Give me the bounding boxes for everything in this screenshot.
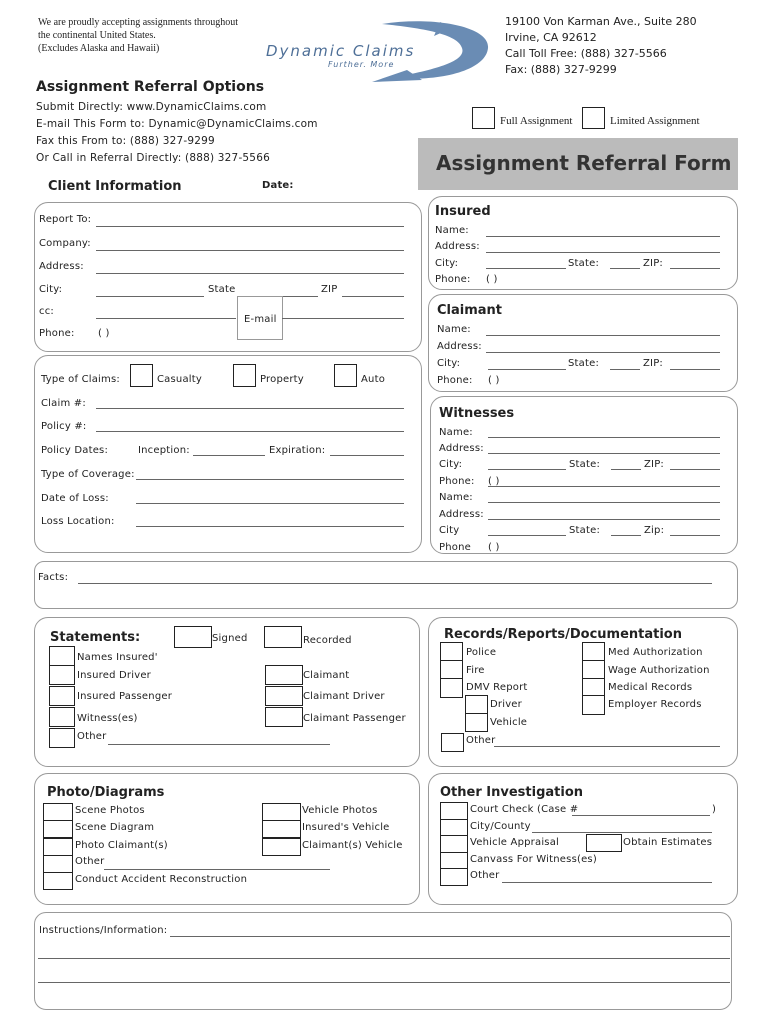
vehicle-appraisal-checkbox[interactable]: [440, 835, 468, 853]
claimant-city-label: City:: [437, 358, 461, 369]
options-title: Assignment Referral Options: [36, 79, 265, 95]
inception-field[interactable]: [193, 455, 265, 456]
address-line: 19100 Von Karman Ave., Suite 280: [505, 15, 697, 28]
employer-records-label: Employer Records: [608, 699, 702, 710]
witness2-state-field[interactable]: [611, 535, 641, 536]
witness1-address-field[interactable]: [488, 453, 720, 454]
claimant-address-field[interactable]: [486, 352, 720, 353]
instructions-line[interactable]: [38, 958, 730, 959]
claimant-passenger-checkbox[interactable]: [265, 707, 303, 727]
witness1-zip-field[interactable]: [670, 469, 720, 470]
witness2-state-label: State:: [569, 525, 601, 536]
court-check-field[interactable]: [572, 815, 710, 816]
option-line: E-mail This Form to: Dynamic@DynamicClaims.com: [36, 117, 318, 130]
auto-checkbox[interactable]: [334, 364, 357, 387]
insured-city-label: City:: [435, 258, 459, 269]
insured-address-field[interactable]: [486, 252, 720, 253]
photo-other-field[interactable]: [104, 869, 330, 870]
notice-line: the continental United States.: [38, 30, 156, 41]
claim-number-field[interactable]: [96, 408, 404, 409]
photo-claimant-checkbox[interactable]: [43, 838, 73, 856]
wage-authorization-checkbox[interactable]: [582, 660, 605, 680]
accident-reconstruction-checkbox[interactable]: [43, 872, 73, 890]
instructions-label: Instructions/Information:: [39, 925, 168, 936]
claimants-vehicle-checkbox[interactable]: [262, 838, 301, 856]
limited-assignment-checkbox[interactable]: [582, 107, 605, 129]
claimant-area-code: ( ): [488, 375, 500, 386]
vehicle-photos-checkbox[interactable]: [262, 803, 301, 821]
vehicle-photos-label: Vehicle Photos: [302, 805, 378, 816]
signed-label: Signed: [212, 633, 248, 644]
canvass-witnesses-label: Canvass For Witness(es): [470, 854, 597, 865]
court-check-checkbox[interactable]: [440, 802, 468, 820]
recorded-label: Recorded: [303, 635, 352, 646]
inception-label: Inception:: [138, 445, 190, 456]
witness2-zip-field[interactable]: [670, 535, 720, 536]
date-of-loss-field[interactable]: [136, 503, 404, 504]
city-label: City:: [39, 284, 63, 295]
insureds-vehicle-checkbox[interactable]: [262, 820, 301, 838]
photo-other-checkbox[interactable]: [43, 855, 73, 873]
fire-checkbox[interactable]: [440, 660, 463, 680]
claimant-driver-label: Claimant Driver: [303, 691, 385, 702]
logo-tagline: Further. More: [328, 60, 395, 69]
witness2-name-label: Name:: [439, 492, 473, 503]
property-label: Property: [260, 374, 304, 385]
investigation-other-field[interactable]: [502, 882, 712, 883]
statement-other-field[interactable]: [108, 744, 330, 745]
claimant-address-label: Address:: [437, 341, 482, 352]
vehicle-checkbox[interactable]: [465, 713, 488, 732]
obtain-estimates-checkbox[interactable]: [586, 834, 622, 852]
service-notice: [38, 16, 238, 55]
email-field[interactable]: [282, 318, 404, 319]
insureds-vehicle-label: Insured's Vehicle: [302, 822, 390, 833]
claimant-passenger-label: Claimant Passenger: [303, 713, 406, 724]
claim-type-label: Type of Claims:: [41, 374, 120, 385]
client-info-title: Client Information: [48, 179, 182, 194]
statements-title: Statements:: [50, 630, 141, 645]
loss-location-label: Loss Location:: [41, 516, 115, 527]
insured-zip-label: ZIP:: [643, 258, 663, 269]
witness2-city-field[interactable]: [488, 535, 566, 536]
casualty-checkbox[interactable]: [130, 364, 153, 387]
witness1-address-label: Address:: [439, 443, 484, 454]
date-label: Date:: [262, 180, 294, 191]
scene-photos-checkbox[interactable]: [43, 803, 73, 821]
statement-other-label: Other: [77, 731, 107, 742]
facts-panel: [34, 561, 738, 609]
court-check-close: ): [712, 804, 717, 815]
limited-assignment-label: Limited Assignment: [610, 115, 700, 127]
cc-label: cc:: [39, 306, 54, 317]
witness2-zip-label: Zip:: [644, 525, 665, 536]
photo-title: Photo/Diagrams: [47, 785, 165, 800]
insured-phone-label: Phone:: [435, 274, 471, 285]
investigation-other-checkbox[interactable]: [440, 868, 468, 886]
insured-title: Insured: [435, 204, 491, 219]
driver-checkbox[interactable]: [465, 695, 488, 714]
zip-label: ZIP: [321, 284, 338, 295]
notice-line: (Excludes Alaska and Hawaii): [38, 43, 160, 54]
witness1-phone-label: Phone:: [439, 476, 475, 487]
witness2-name-field[interactable]: [488, 502, 720, 503]
policy-dates-label: Policy Dates:: [41, 445, 109, 456]
dmv-report-checkbox[interactable]: [440, 678, 463, 698]
insured-name-label: Name:: [435, 225, 469, 236]
med-authorization-label: Med Authorization: [608, 647, 703, 658]
records-other-label: Other: [466, 735, 496, 746]
logo-name: Dynamic Claims: [266, 42, 416, 60]
policy-number-field[interactable]: [96, 431, 404, 432]
claimant-label: Claimant: [303, 670, 350, 681]
policy-number-label: Policy #:: [41, 421, 87, 432]
records-other-field[interactable]: [494, 746, 720, 747]
fire-label: Fire: [466, 665, 485, 676]
area-code: ( ): [98, 328, 110, 339]
witness1-area-code: ( ): [488, 476, 500, 487]
claim-number-label: Claim #:: [41, 398, 86, 409]
insured-state-field[interactable]: [610, 268, 640, 269]
medical-records-label: Medical Records: [608, 682, 693, 693]
witness2-phone-label: Phone: [439, 542, 471, 553]
insured-state-label: State:: [568, 258, 600, 269]
company-logo: [262, 18, 494, 84]
city-county-label: City/County: [470, 821, 531, 832]
med-authorization-checkbox[interactable]: [582, 642, 605, 662]
witnesses-checkbox[interactable]: [49, 707, 75, 727]
claimant-checkbox[interactable]: [265, 665, 303, 685]
insured-zip-field[interactable]: [670, 268, 720, 269]
instructions-line[interactable]: [38, 982, 730, 983]
names-insured-label: Names Insured': [77, 652, 158, 663]
records-other-checkbox[interactable]: [441, 733, 464, 752]
recorded-checkbox[interactable]: [264, 626, 302, 648]
witness1-state-label: State:: [569, 459, 601, 470]
witness2-area-code: ( ): [488, 542, 500, 553]
police-label: Police: [466, 647, 497, 658]
coverage-label: Type of Coverage:: [41, 469, 135, 480]
auto-label: Auto: [361, 374, 386, 385]
city-field[interactable]: [96, 296, 204, 297]
company-label: Company:: [39, 238, 91, 249]
phone-line: Call Toll Free: (888) 327-5566: [505, 47, 667, 60]
email-label: E-mail: [244, 314, 277, 325]
report-to-field[interactable]: [96, 226, 404, 227]
state-label: State: [208, 284, 236, 295]
witness2-address-label: Address:: [439, 509, 484, 520]
expiration-field[interactable]: [330, 455, 404, 456]
report-to-label: Report To:: [39, 214, 92, 225]
obtain-estimates-label: Obtain Estimates: [623, 837, 713, 848]
witnesses-label: Witness(es): [77, 713, 138, 724]
insured-address-label: Address:: [435, 241, 480, 252]
facts-label: Facts:: [38, 572, 69, 583]
photo-claimant-label: Photo Claimant(s): [75, 840, 168, 851]
options-list: [36, 99, 318, 166]
witness1-zip-label: ZIP:: [644, 459, 664, 470]
witness1-city-field[interactable]: [488, 469, 566, 470]
city-county-field[interactable]: [532, 832, 712, 833]
scene-photos-label: Scene Photos: [75, 805, 145, 816]
claimant-driver-checkbox[interactable]: [265, 686, 303, 706]
company-field[interactable]: [96, 250, 404, 251]
form-title: Assignment Referral Form: [436, 151, 732, 175]
insured-driver-label: Insured Driver: [77, 670, 151, 681]
insured-area-code: ( ): [486, 274, 498, 285]
coverage-field[interactable]: [136, 479, 404, 480]
claimant-state-label: State:: [568, 358, 600, 369]
property-checkbox[interactable]: [233, 364, 256, 387]
notice-line: We are proudly accepting assignments throughout: [38, 17, 238, 28]
scene-diagram-label: Scene Diagram: [75, 822, 155, 833]
witness1-name-field[interactable]: [488, 437, 720, 438]
address-label: Address:: [39, 261, 84, 272]
option-line: Or Call in Referral Directly: (888) 327-5566: [36, 151, 270, 164]
fax-line: Fax: (888) 327-9299: [505, 63, 617, 76]
insured-name-field[interactable]: [486, 236, 720, 237]
claimant-city-field[interactable]: [488, 369, 566, 370]
claimant-title: Claimant: [437, 303, 503, 318]
address-field[interactable]: [96, 273, 404, 274]
client-info-panel: [34, 202, 422, 352]
claimant-state-field[interactable]: [610, 369, 640, 370]
witnesses-title: Witnesses: [439, 406, 515, 421]
insured-passenger-label: Insured Passenger: [77, 691, 173, 702]
full-assignment-label: Full Assignment: [500, 115, 573, 127]
zip-field[interactable]: [342, 296, 404, 297]
dmv-report-label: DMV Report: [466, 682, 528, 693]
date-of-loss-label: Date of Loss:: [41, 493, 109, 504]
signed-checkbox[interactable]: [174, 626, 212, 648]
scene-diagram-checkbox[interactable]: [43, 820, 73, 838]
witness1-city-label: City:: [439, 459, 463, 470]
instructions-line[interactable]: [170, 936, 730, 937]
option-line: Fax this From to: (888) 327-9299: [36, 135, 215, 147]
claimant-name-label: Name:: [437, 324, 471, 335]
witness1-name-label: Name:: [439, 427, 473, 438]
insured-passenger-checkbox[interactable]: [49, 686, 75, 706]
records-title: Records/Reports/Documentation: [444, 627, 682, 642]
company-address: [505, 14, 697, 78]
driver-label: Driver: [490, 699, 522, 710]
investigation-other-label: Other: [470, 870, 500, 881]
expiration-label: Expiration:: [269, 445, 326, 456]
names-insured-checkbox[interactable]: [49, 646, 75, 666]
insured-driver-checkbox[interactable]: [49, 665, 75, 685]
vehicle-label: Vehicle: [490, 717, 528, 728]
full-assignment-checkbox[interactable]: [472, 107, 495, 129]
claimant-phone-label: Phone:: [437, 375, 473, 386]
casualty-label: Casualty: [157, 374, 203, 385]
phone-label: Phone:: [39, 328, 75, 339]
accident-reconstruction-label: Conduct Accident Reconstruction: [75, 874, 248, 885]
claimant-zip-field[interactable]: [670, 369, 720, 370]
police-checkbox[interactable]: [440, 642, 463, 662]
witness1-state-field[interactable]: [611, 469, 641, 470]
address-line: Irvine, CA 92612: [505, 31, 597, 44]
loss-location-field[interactable]: [136, 526, 404, 527]
employer-records-checkbox[interactable]: [582, 695, 605, 715]
insured-city-field[interactable]: [486, 268, 566, 269]
claimants-vehicle-label: Claimant(s) Vehicle: [302, 840, 403, 851]
facts-field[interactable]: [78, 583, 712, 584]
statement-other-checkbox[interactable]: [49, 728, 75, 748]
court-check-label: Court Check (Case #: [470, 804, 579, 815]
cc-field[interactable]: [96, 318, 236, 319]
photo-other-label: Other: [75, 856, 105, 867]
witness1-phone-field[interactable]: [488, 486, 720, 487]
other-investigation-title: Other Investigation: [440, 785, 583, 800]
claimant-name-field[interactable]: [486, 335, 720, 336]
vehicle-appraisal-label: Vehicle Appraisal: [470, 837, 560, 848]
witness2-address-field[interactable]: [488, 519, 720, 520]
wage-authorization-label: Wage Authorization: [608, 665, 710, 676]
witness2-city-label: City: [439, 525, 460, 536]
claimant-zip-label: ZIP:: [643, 358, 663, 369]
option-line: Submit Directly: www.DynamicClaims.com: [36, 101, 267, 113]
